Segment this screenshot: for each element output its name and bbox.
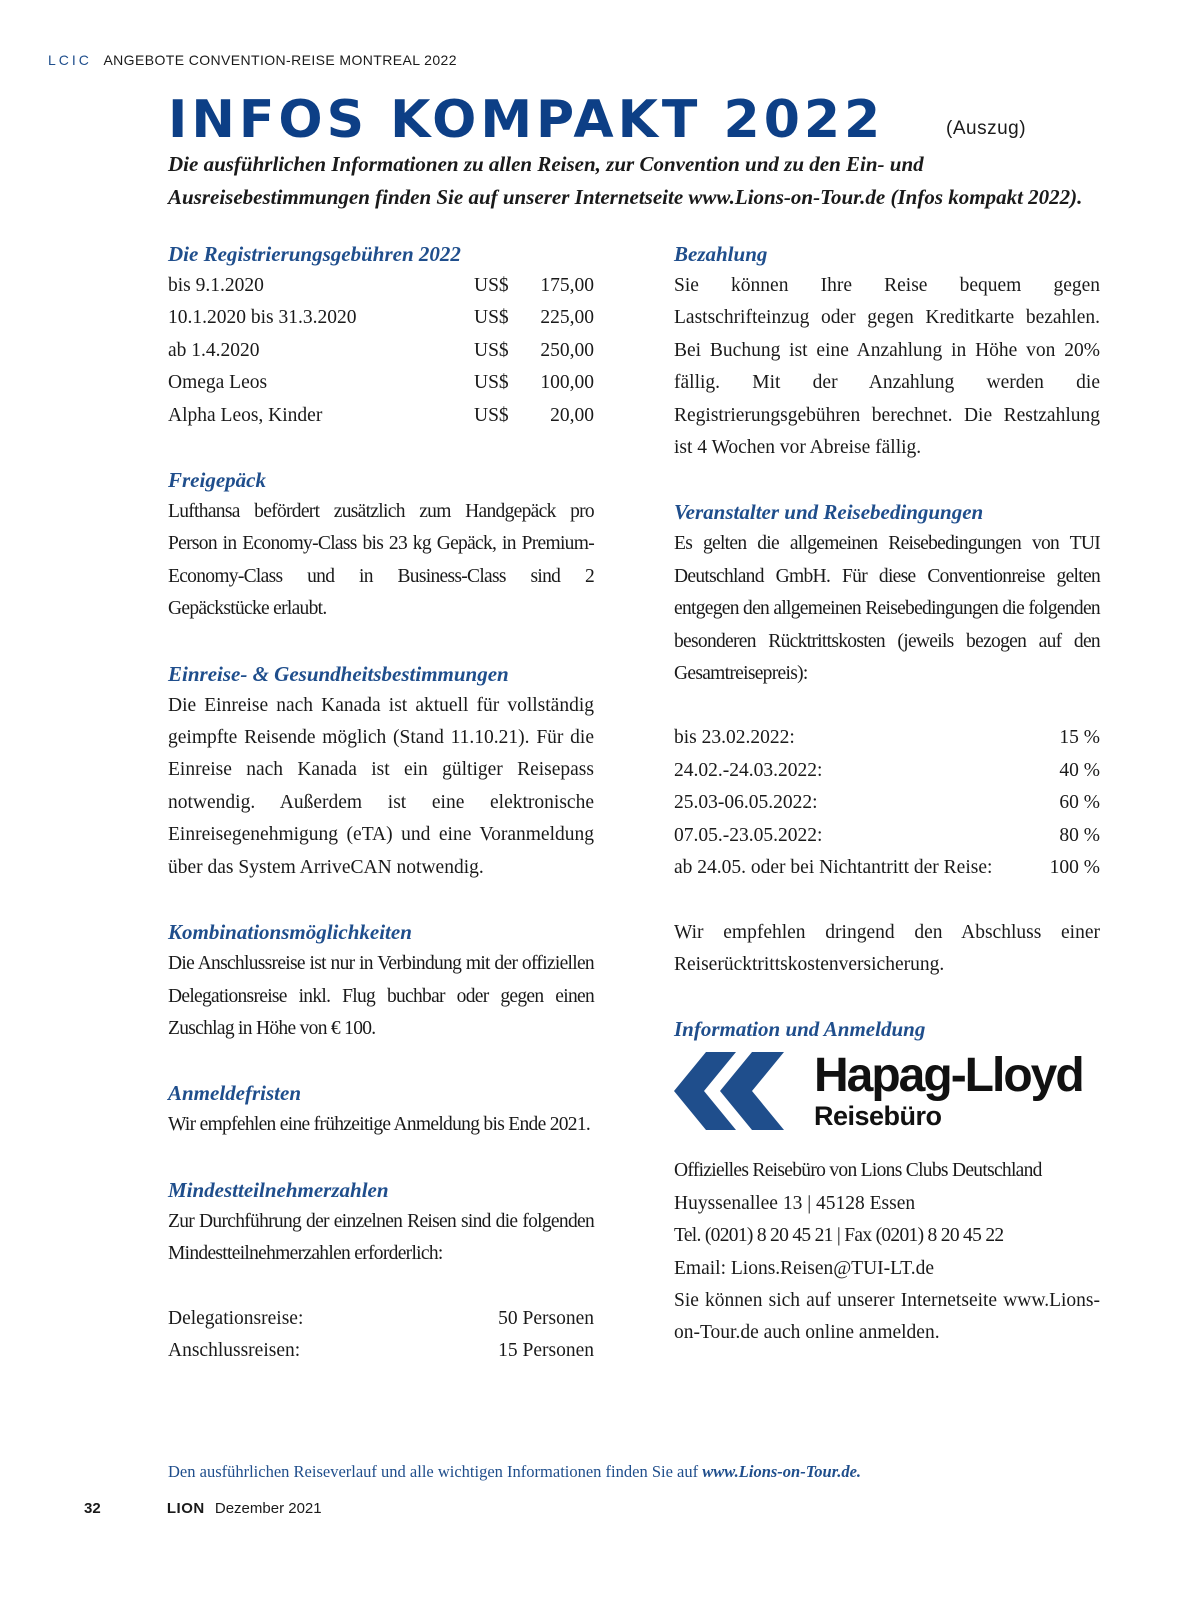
contact-line: Huyssenallee 13 | 45128 Essen xyxy=(674,1192,916,1214)
fees-table xyxy=(168,270,594,432)
fee-currency: US$ xyxy=(474,307,509,329)
contact-line: Offizielles Reisebüro von Lions Clubs Deutschland xyxy=(674,1160,1042,1182)
fee-amount: 225,00 xyxy=(540,307,594,329)
folio xyxy=(84,1500,322,1517)
cancellation-value: 15 % xyxy=(1059,727,1100,749)
footer-url: www.Lions-on-Tour.de. xyxy=(702,1462,862,1481)
cancellation-row xyxy=(674,852,1100,884)
lead-paragraph: Die ausführlichen Informationen zu allen Reisen, zur Convention und zu den Ein- und Ausreisebestimmungen finden Sie auf unserer Internetseite www.Lions-on-Tour.de (Infos kompakt 2022). xyxy=(168,152,1083,209)
cancellation-row xyxy=(674,820,1100,852)
logo-subname: Reisebüro xyxy=(814,1101,942,1132)
minimums-text: Zur Durchführung der einzelnen Reisen sind die folgenden Mindestteilnehmerzahlen erforderlich: xyxy=(168,1210,594,1265)
issue-date: Dezember 2021 xyxy=(214,1500,322,1517)
contact-line: Tel. (0201) 8 20 45 21 | Fax (0201) 8 20 45 22 xyxy=(674,1225,1004,1247)
title-note: (Auszug) xyxy=(946,118,1027,139)
left-column xyxy=(168,238,594,1367)
cancellation-label: ab 24.05. oder bei Nichtantritt der Reise: xyxy=(674,857,993,879)
right-column xyxy=(674,238,1100,1350)
cancellation-value: 40 % xyxy=(1059,759,1100,781)
cancellation-value: 100 % xyxy=(1049,857,1100,879)
cancellation-row xyxy=(674,787,1100,819)
cancellation-label: bis 23.02.2022: xyxy=(674,727,795,749)
entry-text: Die Einreise nach Kanada ist aktuell für vollständig geimpfte Reisende möglich (Stand 11.10.21). Für die Einreise nach Kanada ist ein gültiger Reisepass notwendig. Außerdem ist eine elektronische Einreisegenehmigung (eTA) und eine Voranmeldung über das System ArriveCAN notwendig. xyxy=(168,694,594,878)
payment-text: Sie können Ihre Reise bequem gegen Lastschrifteinzug oder gegen Kreditkarte bezahlen. Bei Buchung ist eine Anzahlung in Höhe von 20% fällig. Mit der Anzahlung werden die Registrierungsgebühren berechnet. Die Restzahlung ist 4 Wochen vor Abreise fällig. xyxy=(674,275,1100,459)
cancellation-row xyxy=(674,722,1100,754)
cancellation-row xyxy=(674,755,1100,787)
entry-heading: Einreise- & Gesundheitsbestimmungen xyxy=(168,661,509,686)
fee-label: Alpha Leos, Kinder xyxy=(168,404,323,426)
fee-currency: US$ xyxy=(474,339,509,361)
baggage-text: Lufthansa befördert zusätzlich zum Handgepäck pro Person in Economy-Class bis 23 kg Gepäck, in Premium-Economy-Class und in Business-Class sind 2 Gepäckstücke erlaubt. xyxy=(168,501,594,620)
minimum-label: Delegationsreise: xyxy=(168,1307,304,1329)
insurance-recommendation: Wir empfehlen dringend den Abschluss einer Reiserücktrittskostenversicherung. xyxy=(674,921,1100,975)
contact-email: Email: Lions.Reisen@TUI-LT.de xyxy=(674,1257,935,1279)
deadlines-heading: Anmeldefristen xyxy=(168,1081,302,1106)
section-label: ANGEBOTE CONVENTION-REISE MONTREAL 2022 xyxy=(103,52,457,68)
minimum-label: Anschlussreisen: xyxy=(168,1339,301,1361)
fee-currency: US$ xyxy=(474,404,509,426)
fee-amount: 100,00 xyxy=(540,372,594,394)
footer-note-text: Den ausführlichen Reiseverlauf und alle wichtigen Informationen finden Sie auf xyxy=(168,1462,703,1481)
page-number: 32 xyxy=(84,1500,101,1517)
fee-currency: US$ xyxy=(474,372,509,394)
fee-label: ab 1.4.2020 xyxy=(168,339,260,361)
cancellation-label: 24.02.-24.03.2022: xyxy=(674,759,823,781)
fee-label: bis 9.1.2020 xyxy=(168,275,264,296)
fee-amount: 20,00 xyxy=(550,404,594,426)
hapag-lloyd-logo-icon xyxy=(674,1052,784,1130)
combos-text: Die Anschlussreise ist nur in Verbindung mit der offiziellen Delegationsreise inkl. Flug buchbar oder gegen einen Zuschlag in Höhe von € 100. xyxy=(168,953,594,1039)
organizer-text: Es gelten die allgemeinen Reisebedingungen von TUI Deutschland GmbH. Für diese Conventionreise gelten entgegen den allgemeinen Reisebedingungen die folgenden besonderen Rücktrittskosten (jeweils bezogen auf den Gesamtreisepreis): xyxy=(674,533,1100,685)
fee-row xyxy=(168,367,594,399)
fee-amount: 250,00 xyxy=(540,339,594,361)
minimums-heading: Mindestteilnehmerzahlen xyxy=(168,1177,389,1202)
info-heading: Information und Anmeldung xyxy=(674,1017,926,1042)
section-kicker xyxy=(48,52,457,68)
minimum-value: 15 Personen xyxy=(498,1339,594,1361)
fees-heading: Die Registrierungsgebühren 2022 xyxy=(168,242,461,266)
fee-row xyxy=(168,400,594,432)
deadlines-text: Wir empfehlen eine frühzeitige Anmeldung bis Ende 2021. xyxy=(168,1114,591,1136)
fee-amount: 175,00 xyxy=(540,275,594,296)
payment-heading: Bezahlung xyxy=(674,242,768,266)
fee-row xyxy=(168,302,594,334)
minimum-row xyxy=(168,1303,594,1335)
minimum-row xyxy=(168,1335,594,1367)
organizer-heading: Veranstalter und Reisebedingungen xyxy=(674,500,984,525)
contact-online: Sie können sich auf unserer Internetseite www.Lions-on-Tour.de auch online anmelden. xyxy=(674,1289,1100,1344)
fee-label: Omega Leos xyxy=(168,372,268,394)
brand-label: LCIC xyxy=(48,52,92,68)
baggage-heading: Freigepäck xyxy=(168,468,266,493)
minimum-value: 50 Personen xyxy=(498,1307,594,1329)
cancellation-label: 07.05.-23.05.2022: xyxy=(674,824,823,846)
logo-name: Hapag-Lloyd xyxy=(814,1049,1083,1103)
page-title: INFOS KOMPAKT 2022 xyxy=(168,90,885,150)
fee-row xyxy=(168,335,594,367)
fee-row xyxy=(168,270,594,302)
cancellation-label: 25.03-06.05.2022: xyxy=(674,792,818,814)
cancellation-value: 60 % xyxy=(1059,792,1100,814)
footer-note xyxy=(168,1462,861,1482)
cancellation-value: 80 % xyxy=(1059,824,1100,846)
hapag-lloyd-logo xyxy=(674,1051,1100,1131)
fee-currency: US$ xyxy=(474,275,509,296)
fee-label: 10.1.2020 bis 31.3.2020 xyxy=(168,307,357,329)
magazine-name: LION xyxy=(166,1500,205,1517)
combos-heading: Kombinationsmöglichkeiten xyxy=(168,920,412,945)
